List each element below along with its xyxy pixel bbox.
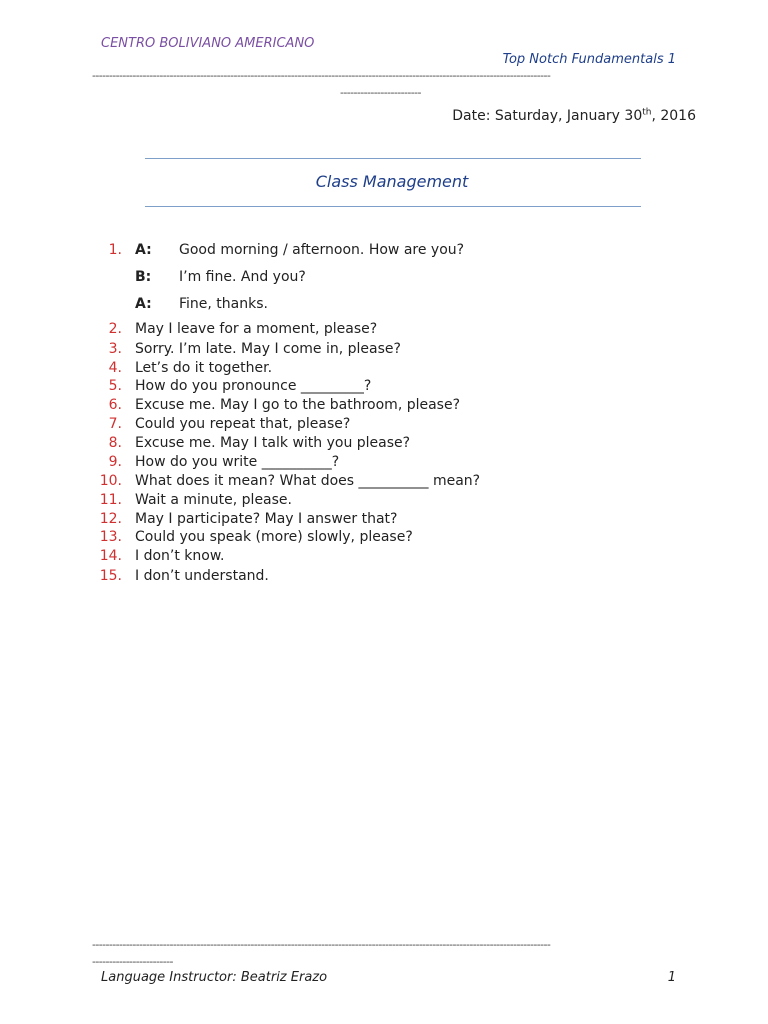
footer-separator: ---------------------------------------------------------------------------------------------------------------------------------------- <box>92 938 551 951</box>
phrase-text: Let’s do it together. <box>135 360 273 376</box>
item-number: 1. <box>108 242 122 258</box>
item-number: 9. <box>108 454 122 470</box>
item-number: 15. <box>99 568 122 584</box>
item-number: 6. <box>108 397 122 413</box>
header-separator: ---------------------------------------------------------------------------------------------------------------------------------------- <box>92 69 551 82</box>
item-number: 8. <box>108 435 122 451</box>
item-number: 13. <box>99 529 122 545</box>
phrase-text: How do you write __________? <box>135 454 340 470</box>
phrase-text: Could you repeat that, please? <box>135 416 351 432</box>
phrase-text: How do you pronounce _________? <box>135 378 372 394</box>
date-year: , 2016 <box>651 108 696 124</box>
phrase-text: Wait a minute, please. <box>135 492 292 508</box>
item-number: 10. <box>99 473 122 489</box>
phrase-text: Excuse me. May I go to the bathroom, please? <box>135 397 461 413</box>
dialogue-line <box>98 294 658 314</box>
page-number: 1 <box>667 970 676 985</box>
item-number: 11. <box>99 492 122 508</box>
list-item <box>98 319 658 339</box>
list-item <box>98 546 658 566</box>
item-number: 5. <box>108 378 122 394</box>
document-date <box>452 108 696 124</box>
speaker-label: A: <box>135 242 152 258</box>
date-ordinal-suffix: th <box>642 107 652 118</box>
phrase-text: Excuse me. May I talk with you please? <box>135 435 411 451</box>
list-item <box>98 376 658 396</box>
phrase-text: May I leave for a moment, please? <box>135 321 378 337</box>
dialogue-text: Fine, thanks. <box>179 296 268 312</box>
header-separator-continuation: ------------------------ <box>340 86 421 99</box>
title-rule-bottom <box>145 206 641 207</box>
list-item <box>98 509 658 529</box>
list-item <box>98 433 658 453</box>
dialogue-text: I’m fine. And you? <box>179 269 306 285</box>
document-title: Class Management <box>315 172 469 191</box>
phrase-text: Could you speak (more) slowly, please? <box>135 529 413 545</box>
list-item <box>98 527 658 547</box>
list-item <box>98 358 658 378</box>
title-rule-top <box>145 158 641 159</box>
list-item <box>98 471 658 491</box>
dialogue-text: Good morning / afternoon. How are you? <box>179 242 465 258</box>
item-number: 4. <box>108 360 122 376</box>
organization-name: CENTRO BOLIVIANO AMERICANO <box>101 36 315 51</box>
speaker-label: B: <box>135 269 152 285</box>
list-item <box>98 452 658 472</box>
list-item <box>98 490 658 510</box>
date-prefix: Date: Saturday, January 30 <box>452 108 643 124</box>
phrase-text: I don’t know. <box>135 548 225 564</box>
footer-separator-continuation: ------------------------ <box>92 955 173 968</box>
item-number: 12. <box>99 511 122 527</box>
phrase-text: I don’t understand. <box>135 568 269 584</box>
dialogue-line <box>98 240 658 260</box>
speaker-label: A: <box>135 296 152 312</box>
phrase-text: What does it mean? What does __________ mean? <box>135 473 481 489</box>
item-number: 14. <box>99 548 122 564</box>
list-item <box>98 566 658 586</box>
dialogue-line <box>98 267 658 287</box>
list-item <box>98 414 658 434</box>
list-item <box>98 339 658 359</box>
item-number: 3. <box>108 341 122 357</box>
item-number: 2. <box>108 321 122 337</box>
instructor-name: Language Instructor: Beatriz Erazo <box>101 970 328 985</box>
list-item <box>98 395 658 415</box>
phrase-text: May I participate? May I answer that? <box>135 511 398 527</box>
item-number: 7. <box>108 416 122 432</box>
phrase-text: Sorry. I’m late. May I come in, please? <box>135 341 401 357</box>
course-name: Top Notch Fundamentals 1 <box>502 52 676 67</box>
